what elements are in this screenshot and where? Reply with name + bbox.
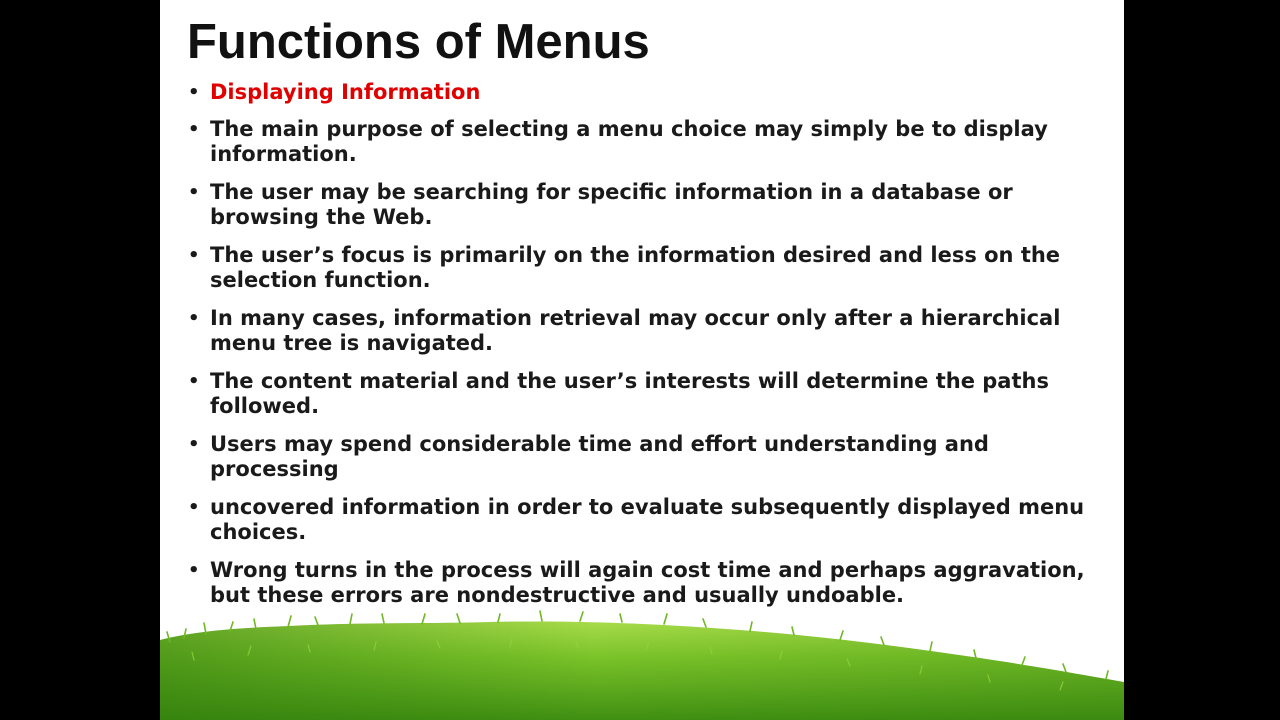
bullet-dot-icon: • [188, 119, 200, 140]
bullet-list [188, 80, 1088, 621]
bullet-item [188, 180, 1088, 230]
bullet-item [188, 432, 1088, 482]
bullet-dot-icon: • [188, 82, 200, 103]
bullet-text: The content material and the user’s interests will determine the paths followed. [210, 369, 1049, 418]
slide [160, 0, 1124, 720]
bullet-dot-icon: • [188, 434, 200, 455]
bullet-dot-icon: • [188, 308, 200, 329]
bullet-item [188, 80, 1088, 105]
slide-title: Functions of Menus [187, 15, 650, 69]
bullet-text: Users may spend considerable time and effort understanding and processing [210, 432, 989, 481]
bullet-dot-icon: • [188, 497, 200, 518]
bullet-dot-icon: • [188, 560, 200, 581]
bullet-text: The user’s focus is primarily on the information desired and less on the selection function. [210, 243, 1061, 292]
bullet-dot-icon: • [188, 371, 200, 392]
bullet-text: uncovered information in order to evaluate subsequently displayed menu choices. [210, 495, 1085, 544]
bullet-dot-icon: • [188, 245, 200, 266]
bullet-item [188, 495, 1088, 545]
grass-hill-image [160, 600, 1124, 720]
bullet-dot-icon: • [188, 182, 200, 203]
bullet-text: The user may be searching for specific information in a database or browsing the Web. [210, 180, 1013, 229]
bullet-text: The main purpose of selecting a menu choice may simply be to display information. [210, 117, 1048, 166]
bullet-text: Displaying Information [210, 80, 481, 104]
bullet-text: Wrong turns in the process will again cost time and perhaps aggravation, but these errors are nondestructive and usually undoable. [210, 558, 1085, 607]
bullet-item [188, 369, 1088, 419]
bullet-text: In many cases, information retrieval may occur only after a hierarchical menu tree is navigated. [210, 306, 1061, 355]
bullet-item [188, 243, 1088, 293]
bullet-item [188, 306, 1088, 356]
bullet-item [188, 117, 1088, 167]
